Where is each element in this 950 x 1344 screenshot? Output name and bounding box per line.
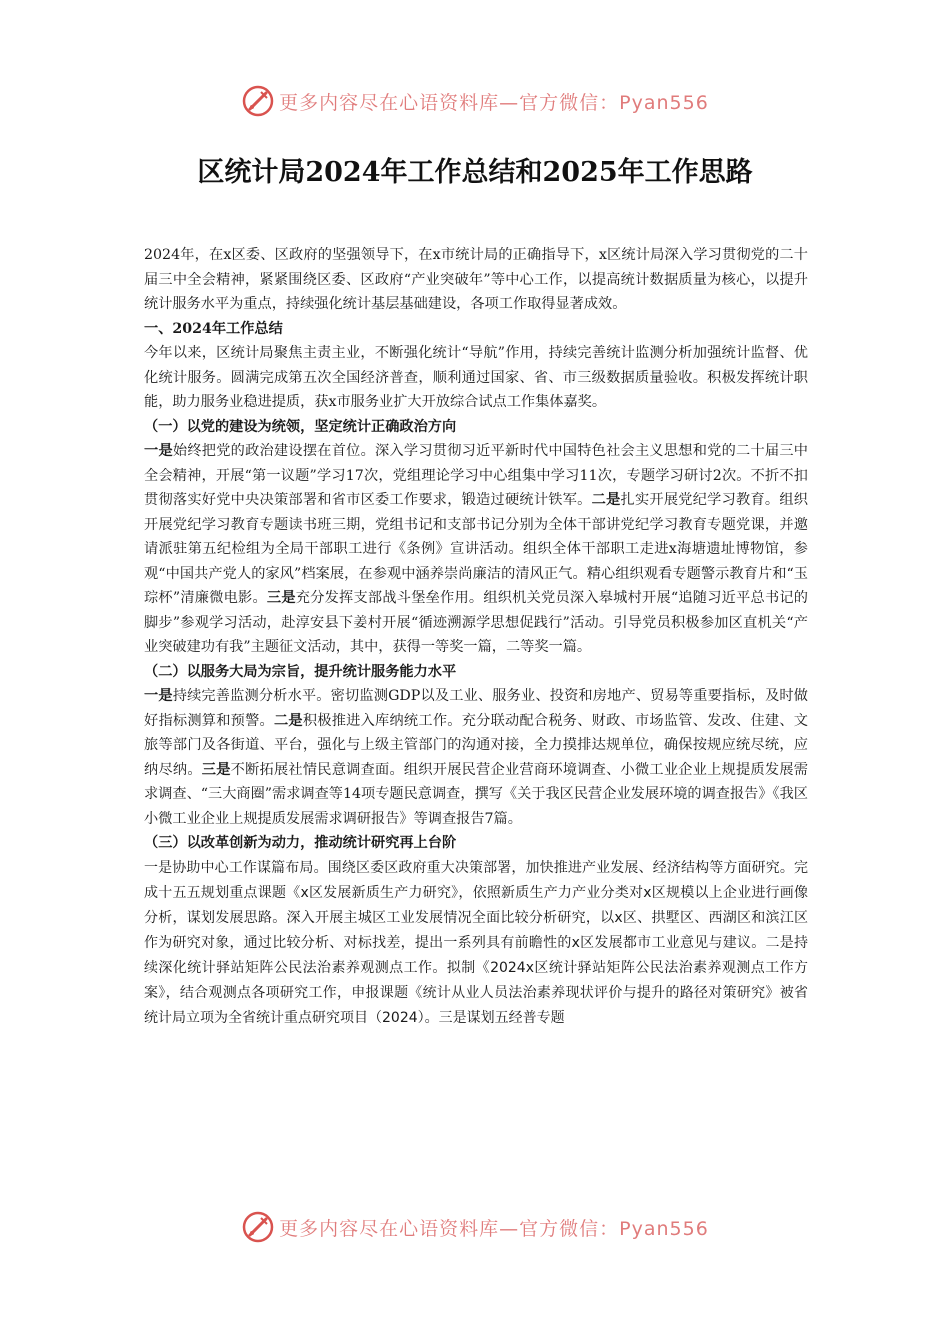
sub2-paragraph xyxy=(144,684,808,831)
sub2-heading: （二）以服务大局为宗旨，提升统计服务能力水平 xyxy=(144,663,457,680)
section1-summary: 今年以来，区统计局聚焦主责主业，不断强化统计“导航”作用，持续完善统计监测分析加强统计监督、优化统计服务。圆满完成第五次全国经济普查，顺利通过国家、省、市三级数据质量验收。积极发挥统计职能，助力服务业稳进提质，获x市服务业扩大开放综合试点工作集体嘉奖。 xyxy=(144,345,808,410)
sub2-key2: 二是 xyxy=(273,712,303,729)
page-title: 区统计局2024年工作总结和2025年工作思路 xyxy=(197,157,753,188)
watermark-bottom xyxy=(0,1210,950,1244)
sub2-key1: 一是 xyxy=(144,688,173,704)
sub1-heading: （一）以党的建设为统领，坚定统计正确政治方向 xyxy=(144,418,457,435)
sub2-text2: 积极推进入库纳统工作。充分联动配合税务、财政、市场监管、发改、住建、文旅等部门及各街道、平台，强化与上级主管部门的沟通对接，全力摸排达规单位，确保按规应统尽统，应纳尽纳。 xyxy=(144,712,808,778)
sub1-paragraph xyxy=(144,439,808,660)
sub3-paragraph: 一是协助中心工作谋篇布局。围绕区委区政府重大决策部署，加快推进产业发展、经济结构等方面研究。完成十五五规划重点课题《x区发展新质生产力研究》，依照新质生产力产业分类对x区规模以上企业进行画像分析，谋划发展思路。深入开展主城区工业发展情况全面比较分析研究，以x区、拱墅区、西湖区和滨江区作为研究对象，通过比较分析、对标找差，提出一系列具有前瞻性的x区发展都市工业意见与建议。二是持续深化统计驿站矩阵公民法治素养观测点工作。拟制《2024x区统计驿站矩阵公民法治素养观测点工作方案》，结合观测点各项研究工作，申报课题《统计从业人员法治素养现状评价与提升的路径对策研究》被省统计局立项为全省统计重点研究项目（2024）。三是谋划五经普专题 xyxy=(144,859,808,1026)
sub1-key1: 一是 xyxy=(144,443,173,459)
document-body xyxy=(144,243,808,1031)
sub2-text3: 不断拓展社情民意调查面。组织开展民营企业营商环境调查、小微工业企业上规提质发展需求调查、“三大商圈”需求调查等14项专题民意调查，撰写《关于我区民营企业发展环境的调查报告》《我区小微工业企业上规提质发展需求调研报告》等调查报告7篇。 xyxy=(144,761,808,827)
sub3-heading: （三）以改革创新为动力，推动统计研究再上台阶 xyxy=(144,835,457,851)
intro-paragraph: 2024年，在x区委、区政府的坚强领导下，在x市统计局的正确指导下，x区统计局深入学习贯彻党的二十届三中全会精神，紧紧围绕区委、区政府“产业突破年”等中心工作，以提高统计数据质量为核心，以提升统计服务水平为重点，持续强化统计基层基础建设，各项工作取得显著成效。 xyxy=(144,247,808,312)
watermark-text: 更多内容尽在心语资料库—官方微信：Pyan556 xyxy=(279,91,709,114)
sub1-text1: 始终把党的政治建设摆在首位。深入学习贯彻习近平新时代中国特色社会主义思想和党的二十届三中全会精神，开展“第一议题”学习17次，党组理论学习中心组集中学习11次，专题学习研讨2次。不折不扣贯彻落实好党中央决策部署和省市区委工作要求，锻造过硬统计铁军。 xyxy=(144,443,808,508)
pen-logo-icon xyxy=(241,84,275,118)
sub1-text2: 扎实开展党纪学习教育。组织开展党纪学习教育专题读书班三期，党组书记和支部书记分别为全体干部讲党纪学习教育专题党课，并邀请派驻第五纪检组为全局干部职工进行《条例》宣讲活动。组织全体干部职工走进x海塘遗址博物馆，参观“中国共产党人的家风”档案展，在参观中涵养崇尚廉洁的清风正气。精心组织观看专题警示教育片和“玉琮杯”清廉微电影。 xyxy=(144,492,808,606)
sub1-key2: 二是 xyxy=(591,492,621,508)
sub2-text1: 持续完善监测分析水平。密切监测GDP以及工业、服务业、投资和房地产、贸易等重要指标，及时做好指标测算和预警。 xyxy=(144,688,808,729)
section1-heading: 一、2024年工作总结 xyxy=(144,320,283,337)
sub2-key3: 三是 xyxy=(201,761,231,778)
watermark-text: 更多内容尽在心语资料库—官方微信：Pyan556 xyxy=(279,1217,709,1240)
pen-logo-icon xyxy=(241,1210,275,1244)
sub1-text3: 充分发挥支部战斗堡垒作用。组织机关党员深入皋城村开展“追随习近平总书记的脚步”参观学习活动，赴淳安县下姜村开展“循迹溯源学思想促践行”活动。引导党员积极参加区直机关“产业突破建功有我”主题征文活动，其中，获得一等奖一篇，二等奖一篇。 xyxy=(144,590,808,655)
sub1-key3: 三是 xyxy=(266,590,296,606)
watermark-top xyxy=(0,84,950,118)
